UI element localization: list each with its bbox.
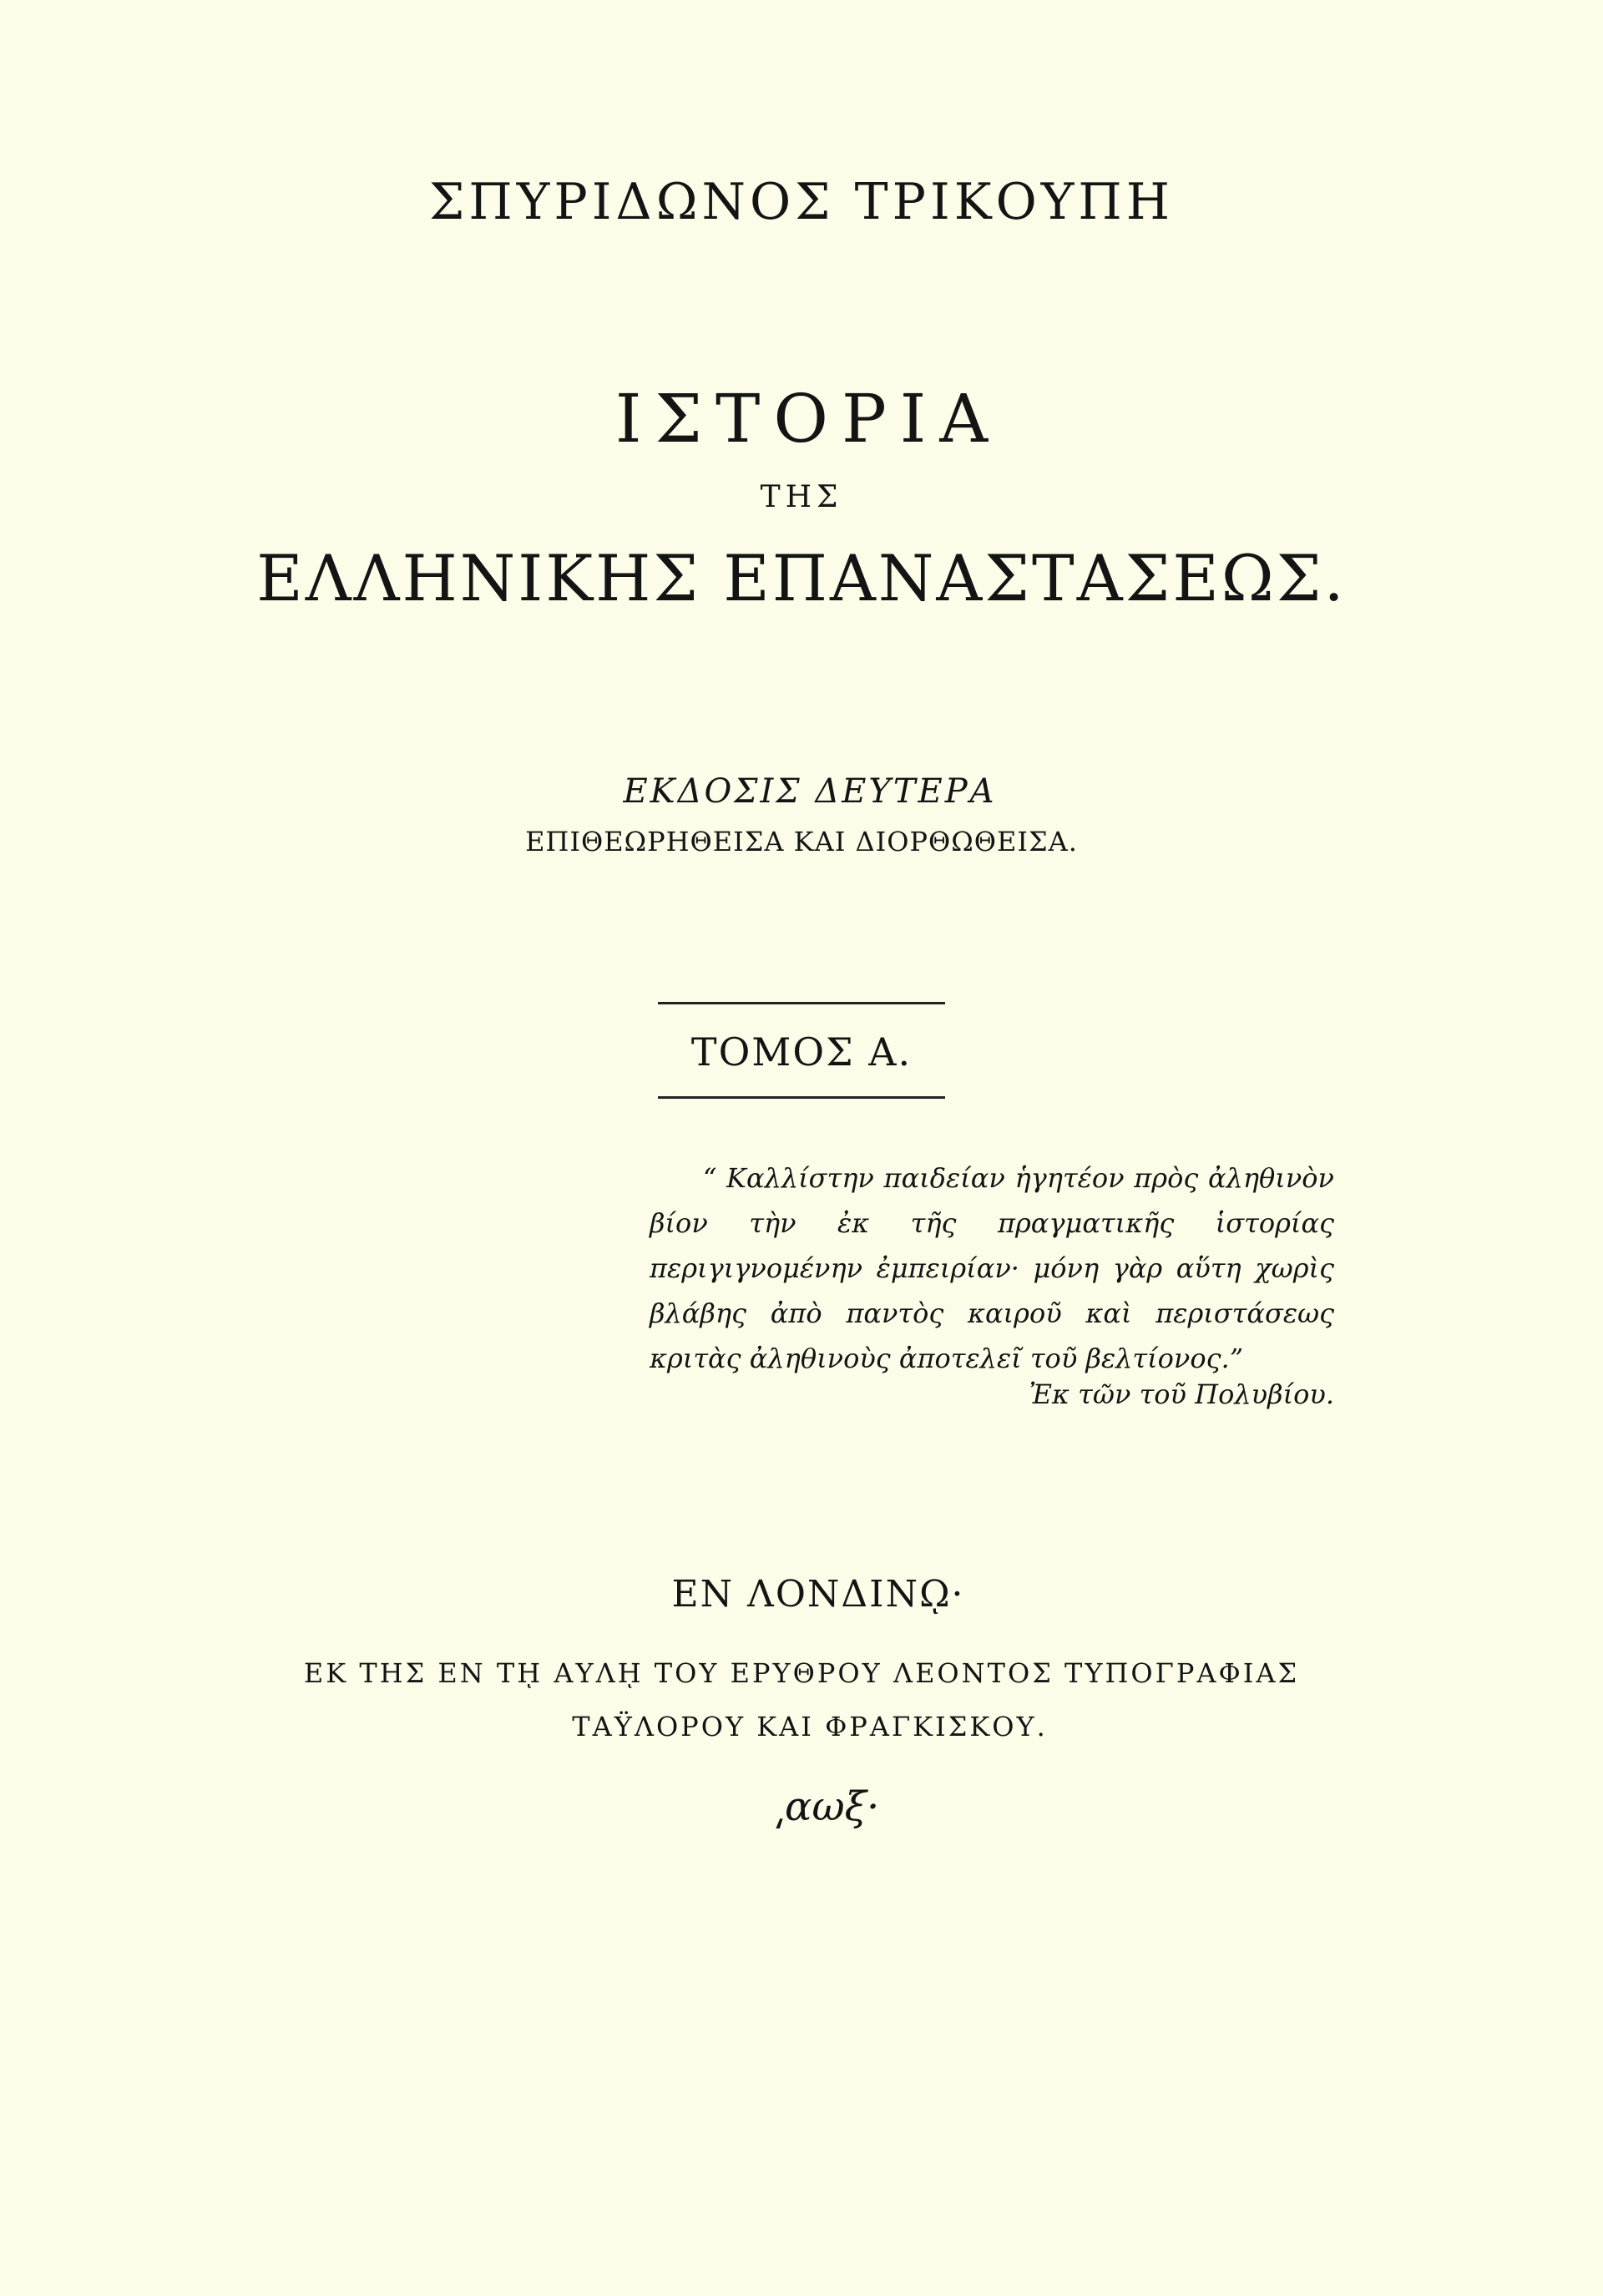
book-subtitle: ΕΛΛΗΝΙΚΗΣ ΕΠΑΝΑΣΤΑΣΕΩΣ. [256,541,1347,615]
book-title: ΙΣΤΟΡΙΑ [614,380,1002,458]
epigraph-quote: “ Καλλίστην παιδείαν ἡγητέον πρὸς ἀληθινὸν βίον τὴν ἐκ τῆς πραγματικῆς ἱστορίας περιγιγνομένην ἐμπειρίαν· μόνη γὰρ αὕτη χωρὶς βλάβης ἀπὸ παντὸς καιροῦ καὶ περιστάσεως κριτὰς ἀληθινοὺς ἀποτελεῖ τοῦ βελτίονος.” [650,1162,1334,1374]
bottom-divider [658,1096,945,1099]
title-article: ΤΗΣ [760,480,843,514]
imprint-place: ΕΝ ΛΟΝΔΙΝῼ· [671,1573,965,1616]
imprint-date: ͵αωξ· [773,1783,880,1830]
edition-label: ΕΚΔΟΣΙΣ ΔΕΥΤΕΡΑ [623,772,997,811]
imprint-press-line-2: ΤΑΫΛΟΡΟΥ ΚΑΙ ΦΡΑΓΚΙΣΚΟΥ. [572,1711,1048,1742]
epigraph-source: Ἐκ τῶν τοῦ Πολυβίου. [1029,1378,1334,1410]
volume-label: ΤΟΜΟΣ Α. [690,1029,913,1075]
top-divider [658,1002,945,1004]
edition-note: ΕΠΙΘΕΩΡΗΘΕΙΣΑ ΚΑΙ ΔΙΟΡΘΩΘΕΙΣΑ. [525,826,1078,857]
imprint-press-line-1: ΕΚ ΤΗΣ ΕΝ Τῌ ΑΥΛῌ ΤΟΥ ΕΡΥΘΡΟΥ ΛΕΟΝΤΟΣ ΤΥΠΟΓΡΑΦΙΑΣ [303,1657,1300,1689]
author-name: ΣΠΥΡΙΔΩΝΟΣ ΤΡΙΚΟΥΠΗ [428,173,1175,231]
